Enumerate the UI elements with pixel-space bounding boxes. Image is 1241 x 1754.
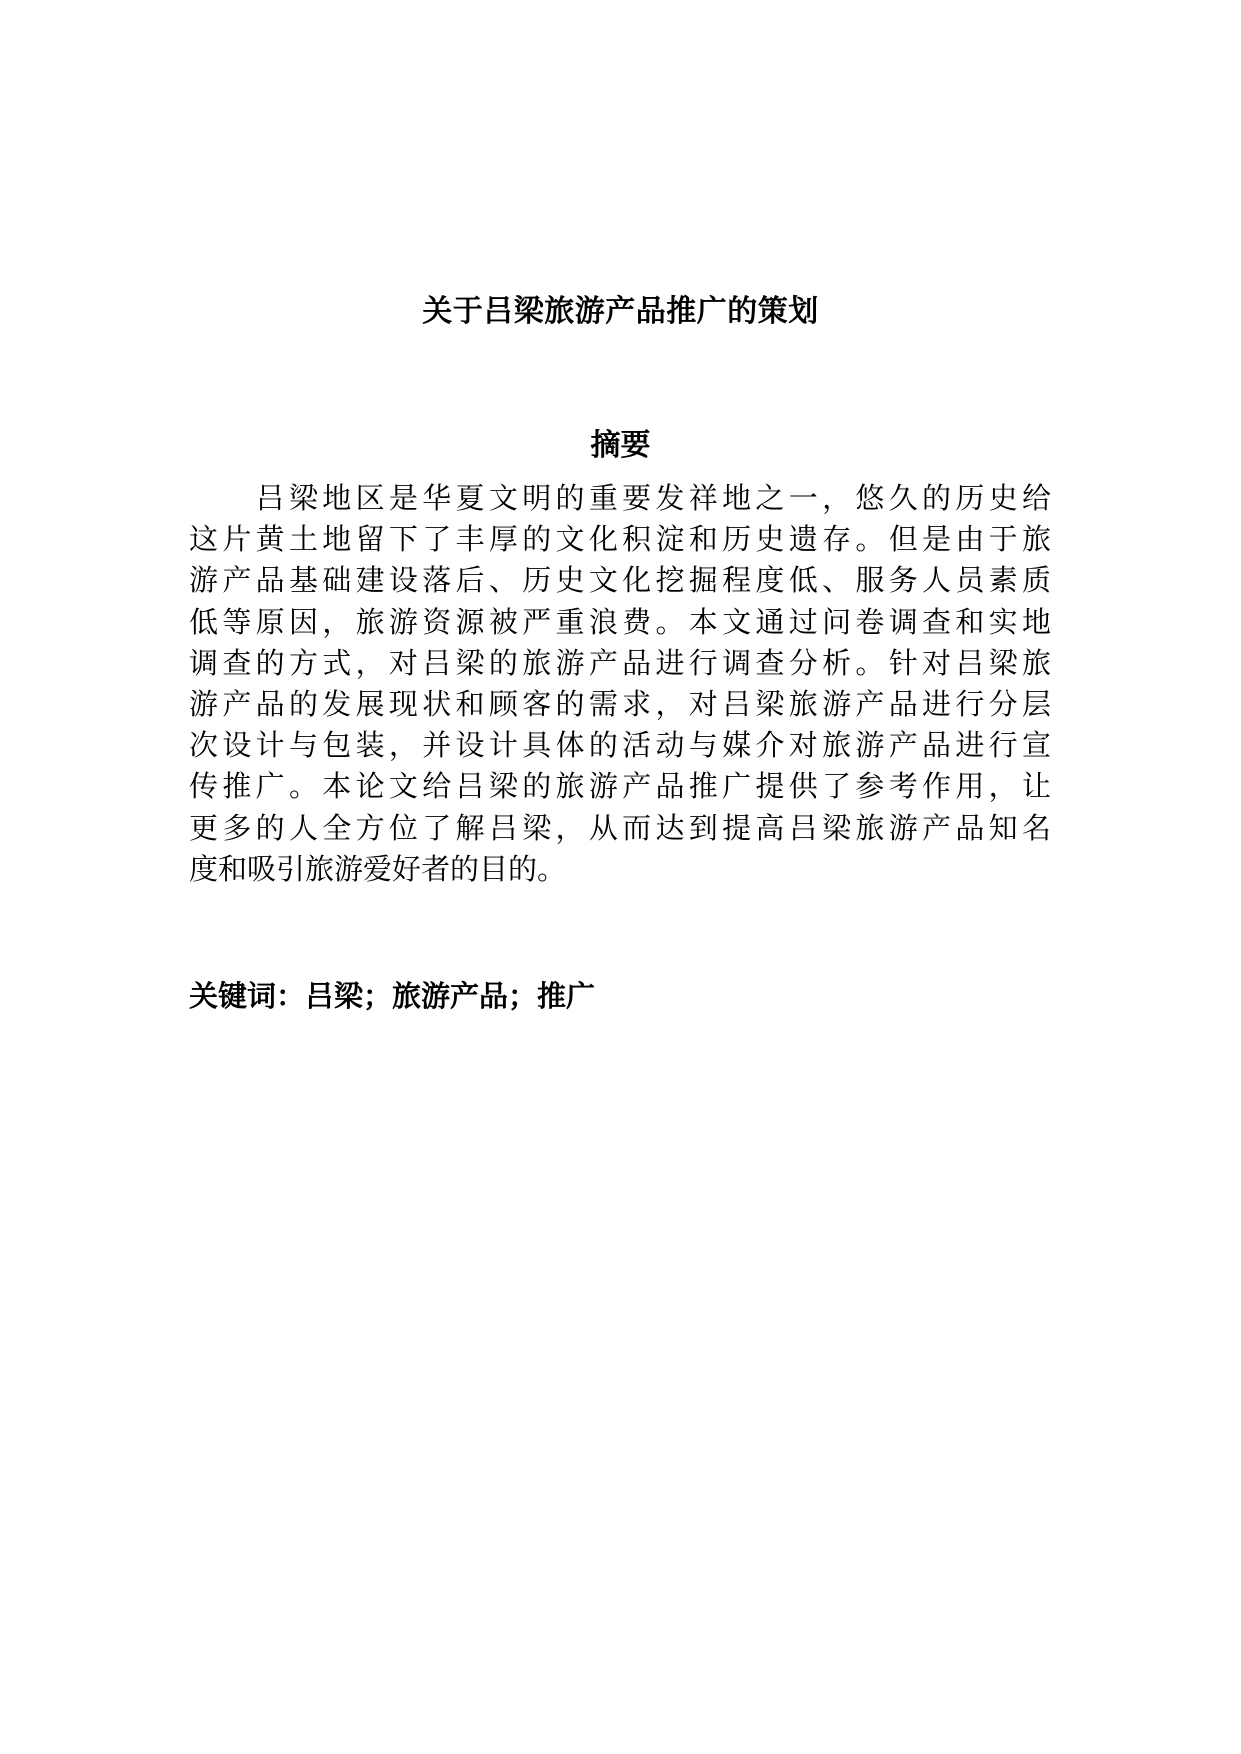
- abstract-line: 次设计与包装，并设计具体的活动与媒介对旅游产品进行宣: [189, 728, 1051, 763]
- abstract-line: 游产品的发展现状和顾客的需求，对吕梁旅游产品进行分层: [189, 687, 1051, 722]
- abstract-line: 度和吸引旅游爱好者的目的。: [189, 851, 567, 886]
- abstract-line: 低等原因，旅游资源被严重浪费。本文通过问卷调查和实地: [189, 604, 1051, 639]
- abstract-line: 吕梁地区是华夏文明的重要发祥地之一，悠久的历史给: [189, 481, 1051, 515]
- abstract-line: 调查的方式，对吕梁的旅游产品进行调查分析。针对吕梁旅: [189, 645, 1051, 680]
- abstract-body: [189, 478, 1051, 890]
- abstract-line: 游产品基础建设落后、历史文化挖掘程度低、服务人员素质: [189, 563, 1051, 598]
- abstract-line: 更多的人全方位了解吕梁，从而达到提高吕梁旅游产品知名: [189, 810, 1051, 845]
- document-title: 关于吕梁旅游产品推广的策划: [422, 294, 819, 329]
- abstract-heading: 摘要: [590, 428, 651, 463]
- abstract-line: 这片黄土地留下了丰厚的文化积淀和历史遗存。但是由于旅: [189, 522, 1051, 557]
- abstract-line: 传推广。本论文给吕梁的旅游产品推广提供了参考作用，让: [189, 769, 1051, 804]
- keywords-line: 关键词：吕梁；旅游产品；推广: [189, 979, 596, 1013]
